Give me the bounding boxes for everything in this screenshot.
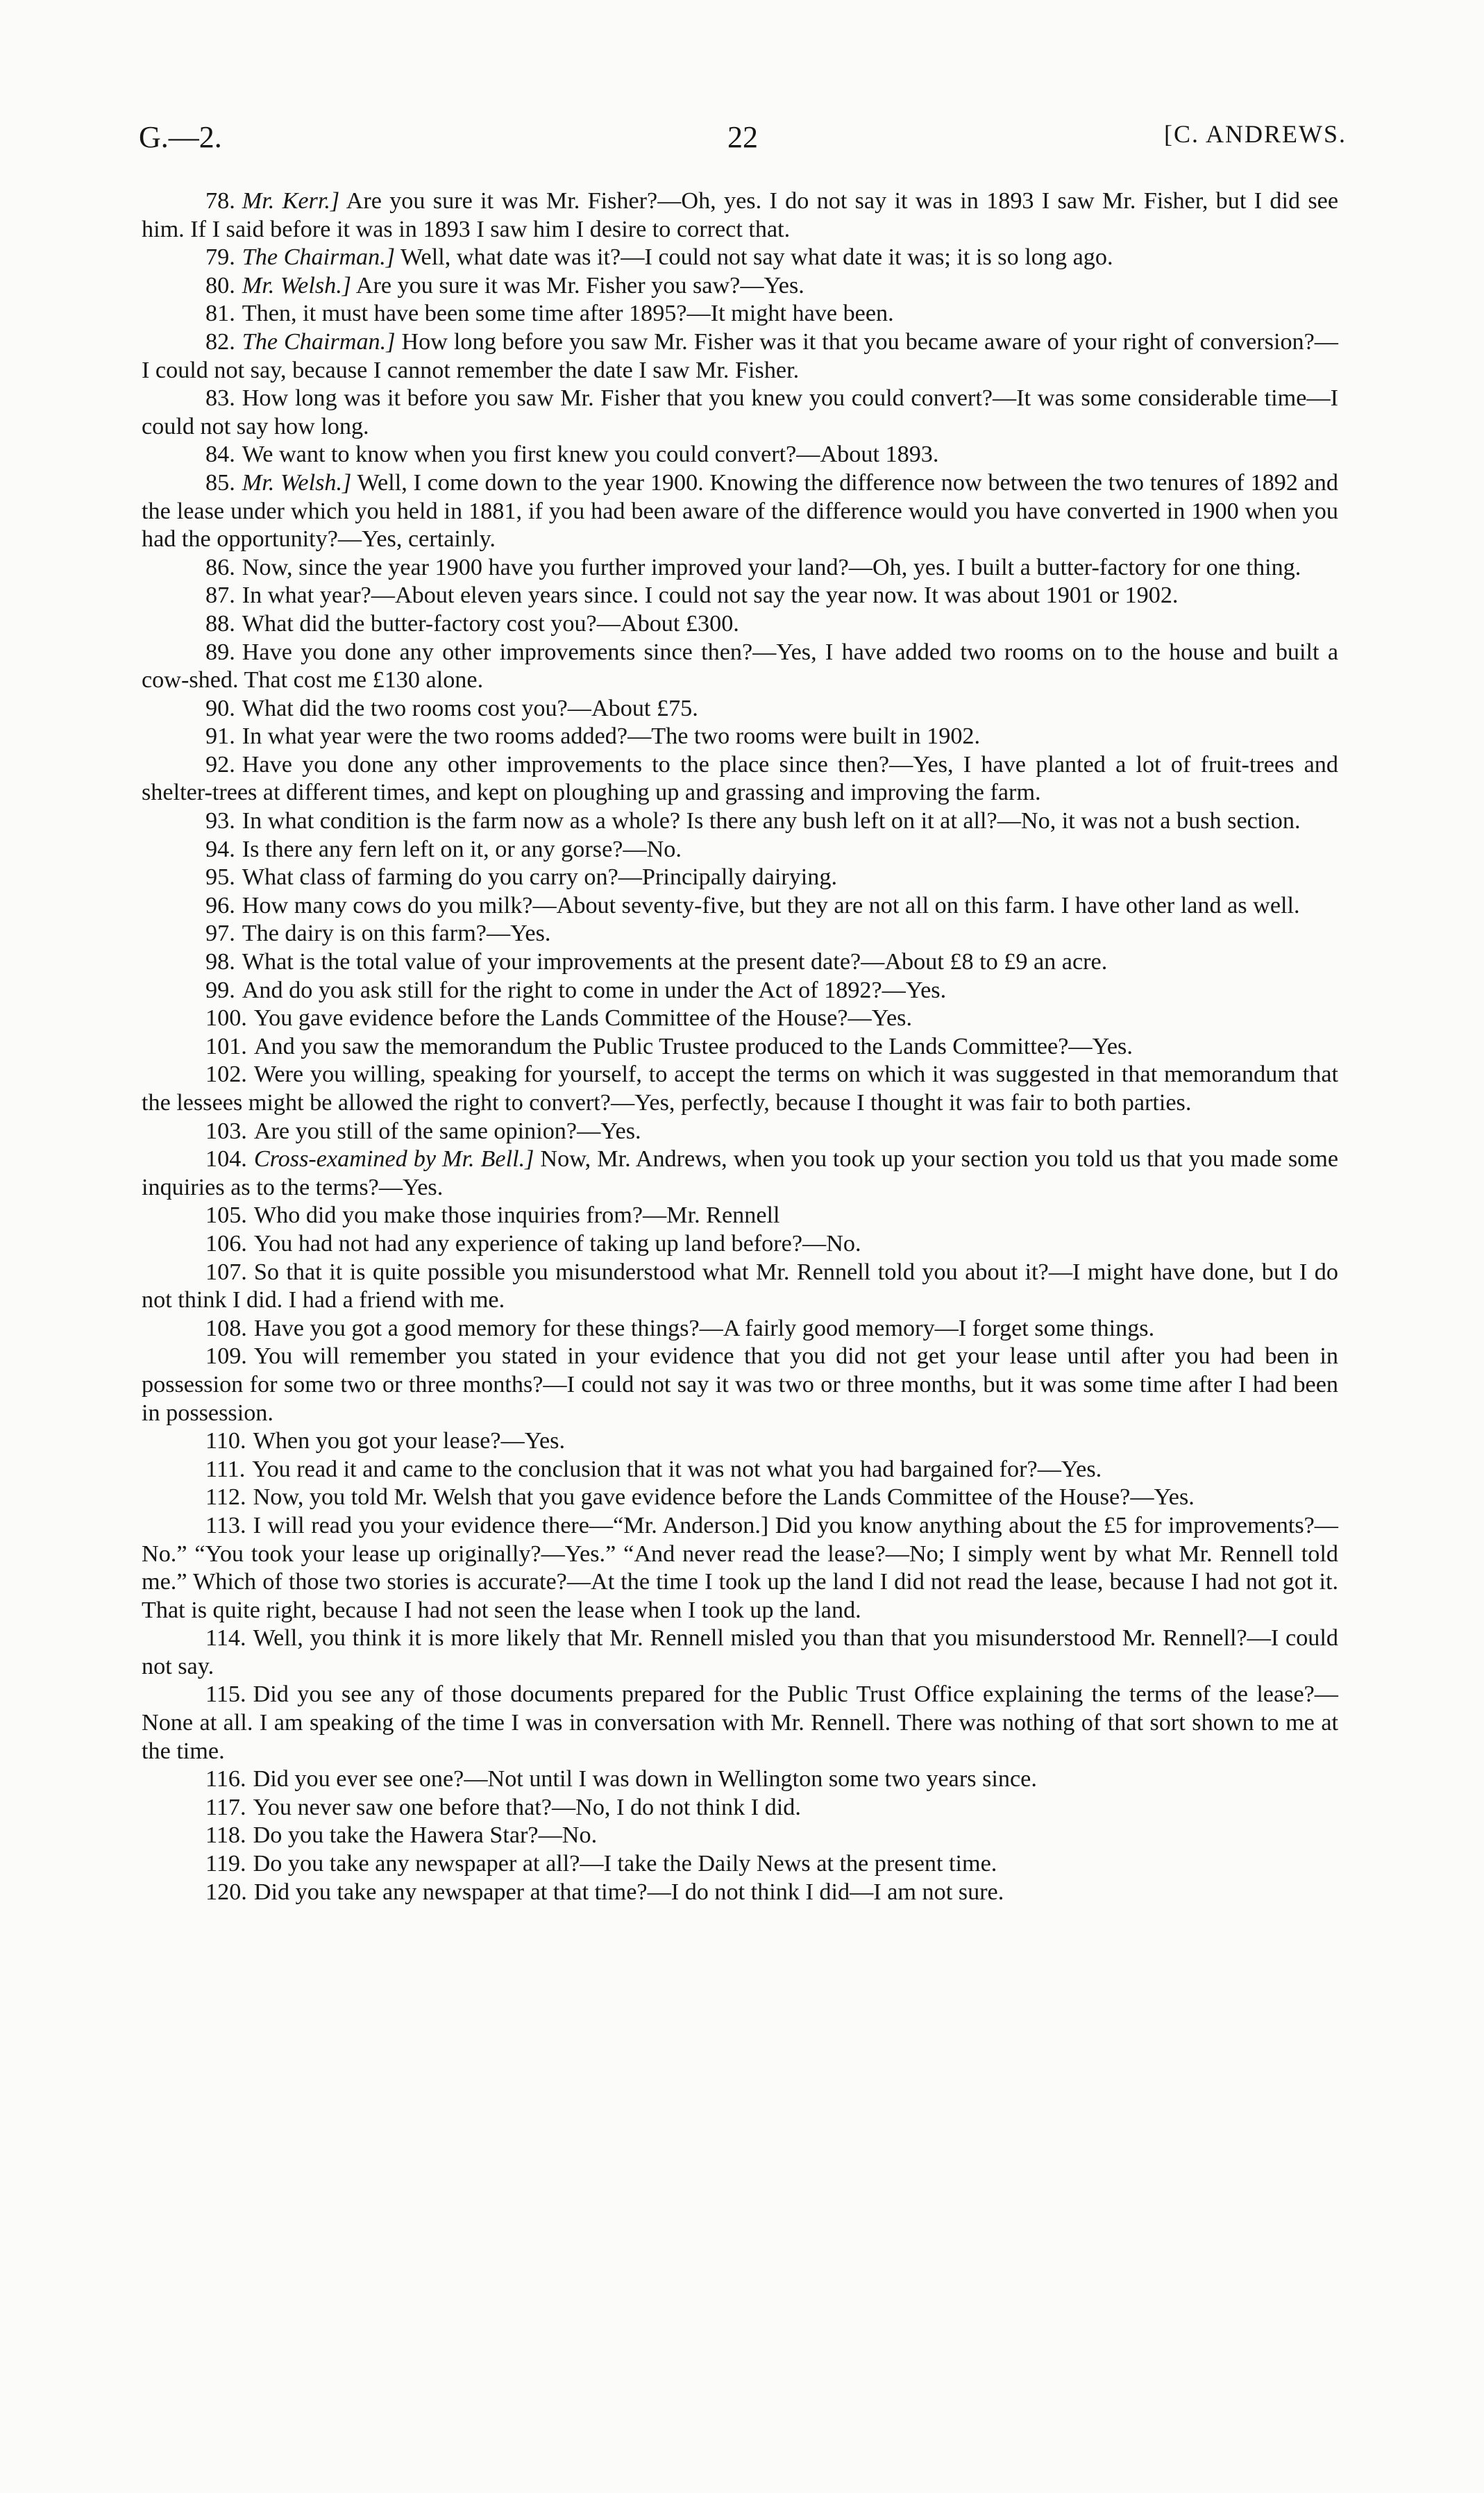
question-paragraph bbox=[142, 723, 1338, 751]
question-number: 90. bbox=[205, 695, 235, 721]
question-paragraph bbox=[142, 1625, 1338, 1681]
speaker-label: The Chairman.] bbox=[242, 328, 396, 355]
question-text: You gave evidence before the Lands Committee of the House?—Yes. bbox=[253, 1005, 913, 1032]
question-paragraph bbox=[142, 1118, 1338, 1146]
question-paragraph bbox=[142, 1230, 1338, 1259]
question-number: 119. bbox=[205, 1851, 246, 1877]
question-paragraph bbox=[142, 920, 1338, 948]
question-number: 86. bbox=[205, 554, 235, 580]
question-paragraph bbox=[142, 385, 1338, 441]
evidence-body bbox=[142, 187, 1338, 1906]
question-number: 89. bbox=[205, 639, 235, 665]
question-paragraph bbox=[142, 469, 1338, 554]
question-number: 87. bbox=[205, 582, 235, 609]
question-text: In what year were the two rooms added?—The two rooms were built in 1902. bbox=[242, 723, 981, 750]
question-number: 113. bbox=[205, 1512, 246, 1538]
question-paragraph bbox=[142, 1456, 1338, 1484]
question-paragraph bbox=[142, 639, 1338, 695]
question-text: Do you take any newspaper at all?—I take the Daily News at the present time. bbox=[253, 1851, 997, 1877]
question-text: Well, what date was it?—I could not say what date it was; it is so long ago. bbox=[400, 244, 1113, 271]
question-paragraph bbox=[142, 1343, 1338, 1427]
question-number: 118. bbox=[205, 1822, 246, 1849]
question-paragraph bbox=[142, 187, 1338, 244]
speaker-label: Mr. Welsh.] bbox=[242, 469, 352, 496]
question-text: What did the two rooms cost you?—About £75. bbox=[242, 695, 698, 721]
question-text: How long was it before you saw Mr. Fisher that you knew you could convert?—It was some considerable time—I could not say how long. bbox=[142, 385, 1338, 439]
question-number: 84. bbox=[205, 442, 235, 468]
question-text: You never saw one before that?—No, I do not think I did. bbox=[253, 1794, 801, 1820]
question-number: 85. bbox=[205, 469, 235, 496]
document-reference: G.—2. bbox=[139, 120, 222, 154]
question-number: 88. bbox=[205, 610, 235, 637]
question-number: 98. bbox=[205, 949, 235, 975]
question-number: 112. bbox=[205, 1484, 246, 1511]
question-number: 78. bbox=[205, 188, 235, 214]
speaker-label: Mr. Kerr.] bbox=[242, 188, 340, 214]
question-paragraph bbox=[142, 554, 1338, 582]
question-text: Well, you think it is more likely that Mr. Rennell misled you than that you misunderstood Mr. Rennell?—I could not say. bbox=[142, 1625, 1338, 1679]
question-text: And do you ask still for the right to come in under the Act of 1892?—Yes. bbox=[242, 977, 947, 1003]
question-paragraph bbox=[142, 300, 1338, 328]
question-text: How many cows do you milk?—About seventy-five, but they are not all on this farm. I have other land as well. bbox=[242, 892, 1300, 918]
question-paragraph bbox=[142, 695, 1338, 723]
question-number: 101. bbox=[205, 1033, 247, 1059]
question-paragraph bbox=[142, 1681, 1338, 1765]
speaker-label: Mr. Welsh.] bbox=[242, 272, 352, 299]
question-number: 81. bbox=[205, 301, 235, 327]
question-text: Have you got a good memory for these things?—A fairly good memory—I forget some things. bbox=[253, 1315, 1155, 1341]
question-paragraph bbox=[142, 1259, 1338, 1315]
question-number: 99. bbox=[205, 977, 235, 1003]
question-number: 108. bbox=[205, 1315, 247, 1341]
question-paragraph bbox=[142, 864, 1338, 892]
question-paragraph bbox=[142, 1061, 1338, 1117]
question-paragraph bbox=[142, 272, 1338, 301]
question-paragraph bbox=[142, 948, 1338, 977]
question-number: 106. bbox=[205, 1230, 247, 1257]
question-text: Do you take the Hawera Star?—No. bbox=[253, 1822, 598, 1849]
question-paragraph bbox=[142, 1033, 1338, 1061]
question-text: Are you sure it was Mr. Fisher you saw?—Yes. bbox=[355, 272, 804, 299]
question-paragraph bbox=[142, 1879, 1338, 1907]
question-number: 110. bbox=[205, 1428, 246, 1454]
question-text: What class of farming do you carry on?—Principally dairying. bbox=[242, 864, 838, 891]
question-paragraph bbox=[142, 1512, 1338, 1625]
question-text: I will read you your evidence there—“Mr. Anderson.] Did you know anything about the £5 for improvements?—No.” “You took your lease up originally?—Yes.” “And never read the lease?—No; I simply went by what Mr. Rennell told me.” Which of those two stories is accurate?—At the time I took up the land I did not read the lease, because I had not got it. That is quite right, because I had not seen the lease when I took up the land. bbox=[142, 1512, 1338, 1623]
question-text: Now, Mr. Andrews, when you took up your section you told us that you made some inquiries as to the terms?—Yes. bbox=[142, 1146, 1338, 1200]
question-paragraph bbox=[142, 582, 1338, 610]
question-number: 120. bbox=[205, 1879, 247, 1905]
question-text: Is there any fern left on it, or any gorse?—No. bbox=[242, 836, 682, 862]
question-text: You had not had any experience of taking up land before?—No. bbox=[253, 1230, 861, 1257]
question-text: Have you done any other improvements since then?—Yes, I have added two rooms on to the house and built a cow-shed. That cost me £130 alone. bbox=[142, 639, 1338, 694]
question-text: In what condition is the farm now as a whole? Is there any bush left on it at all?—No, it was not a bush section. bbox=[242, 808, 1301, 834]
question-paragraph bbox=[142, 1315, 1338, 1343]
question-text: Well, I come down to the year 1900. Knowing the difference now between the two tenures of 1892 and the lease under which you held in 1881, if you had been aware of the difference would you have converted in 1900 when you had the opportunity?—Yes, certainly. bbox=[142, 469, 1338, 553]
question-number: 102. bbox=[205, 1061, 247, 1088]
question-number: 105. bbox=[205, 1202, 247, 1229]
question-text: You read it and came to the conclusion that it was not what you had bargained for?—Yes. bbox=[252, 1456, 1102, 1482]
question-paragraph bbox=[142, 1850, 1338, 1879]
question-paragraph bbox=[142, 610, 1338, 639]
question-paragraph bbox=[142, 836, 1338, 864]
question-text: Are you sure it was Mr. Fisher?—Oh, yes. I do not say it was in 1893 I saw Mr. Fisher, but I did see him. If I said before it was in 1893 I saw him I desire to correct that. bbox=[142, 188, 1338, 242]
question-paragraph bbox=[142, 977, 1338, 1005]
question-number: 103. bbox=[205, 1118, 247, 1144]
question-paragraph bbox=[142, 1484, 1338, 1512]
speaker-label: Cross-examined by Mr. Bell.] bbox=[253, 1146, 534, 1173]
speaker-label: The Chairman.] bbox=[242, 244, 396, 271]
question-paragraph bbox=[142, 1202, 1338, 1230]
question-text: Then, it must have been some time after 1895?—It might have been. bbox=[242, 301, 894, 327]
question-number: 97. bbox=[205, 921, 235, 947]
question-text: When you got your lease?—Yes. bbox=[253, 1428, 565, 1454]
question-number: 94. bbox=[205, 836, 235, 862]
question-number: 107. bbox=[205, 1259, 247, 1285]
question-text: Who did you make those inquiries from?—Mr. Rennell bbox=[253, 1202, 780, 1229]
question-paragraph bbox=[142, 751, 1338, 807]
question-text: What did the butter-factory cost you?—About £300. bbox=[242, 610, 739, 637]
question-number: 91. bbox=[205, 723, 235, 750]
question-text: So that it is quite possible you misunderstood what Mr. Rennell told you about it?—I might have done, but I do not think I did. I had a friend with me. bbox=[142, 1259, 1338, 1313]
question-number: 80. bbox=[205, 272, 235, 299]
question-number: 83. bbox=[205, 385, 235, 412]
question-number: 114. bbox=[205, 1625, 246, 1652]
question-number: 93. bbox=[205, 808, 235, 834]
question-text: We want to know when you first knew you could convert?—About 1893. bbox=[242, 442, 939, 468]
question-paragraph bbox=[142, 244, 1338, 272]
question-text: Did you take any newspaper at that time?—I do not think I did—I am not sure. bbox=[253, 1879, 1004, 1905]
question-number: 95. bbox=[205, 864, 235, 891]
question-number: 100. bbox=[205, 1005, 247, 1032]
question-text: Have you done any other improvements to the place since then?—Yes, I have planted a lot of fruit-trees and shelter-trees at different times, and kept on ploughing up and grassing and improving the farm. bbox=[142, 751, 1338, 806]
question-text: Are you still of the same opinion?—Yes. bbox=[253, 1118, 641, 1144]
question-paragraph bbox=[142, 807, 1338, 836]
witness-name: [C. ANDREWS. bbox=[1163, 120, 1347, 148]
question-paragraph bbox=[142, 1145, 1338, 1202]
question-number: 116. bbox=[205, 1766, 246, 1793]
question-number: 92. bbox=[205, 751, 235, 778]
question-text: You will remember you stated in your evidence that you did not get your lease until after you had been in possession for some two or three months?—I could not say it was two or three months, but it was some time after I had been in possession. bbox=[142, 1343, 1338, 1426]
page-number: 22 bbox=[727, 120, 758, 154]
question-text: Did you see any of those documents prepared for the Public Trust Office explaining the terms of the lease?—None at all. I am speaking of the time I was in conversation with Mr. Rennell. There was nothing of that sort shown to me at the time. bbox=[142, 1681, 1338, 1764]
question-text: Now, since the year 1900 have you further improved your land?—Oh, yes. I built a butter-factory for one thing. bbox=[242, 554, 1301, 580]
question-paragraph bbox=[142, 1794, 1338, 1822]
question-paragraph bbox=[142, 1427, 1338, 1456]
question-paragraph bbox=[142, 328, 1338, 385]
question-text: Now, you told Mr. Welsh that you gave evidence before the Lands Committee of the House?—Yes. bbox=[253, 1484, 1195, 1511]
question-text: What is the total value of your improvements at the present date?—About £8 to £9 an acre. bbox=[242, 949, 1108, 975]
question-text: And you saw the memorandum the Public Trustee produced to the Lands Committee?—Yes. bbox=[253, 1033, 1133, 1059]
question-text: Were you willing, speaking for yourself, to accept the terms on which it was suggested in that memorandum that the lessees might be allowed the right to convert?—Yes, perfectly, because I thought it was fair to both parties. bbox=[142, 1061, 1338, 1116]
question-number: 111. bbox=[205, 1456, 246, 1482]
question-number: 96. bbox=[205, 892, 235, 918]
question-text: Did you ever see one?—Not until I was down in Wellington some two years since. bbox=[253, 1766, 1037, 1793]
page-header bbox=[139, 119, 1347, 161]
question-paragraph bbox=[142, 892, 1338, 921]
question-text: The dairy is on this farm?—Yes. bbox=[242, 921, 551, 947]
question-text: How long before you saw Mr. Fisher was it that you became aware of your right of conversion?—I could not say, because I cannot remember the date I saw Mr. Fisher. bbox=[142, 328, 1338, 383]
question-number: 117. bbox=[205, 1794, 246, 1820]
question-paragraph bbox=[142, 1005, 1338, 1033]
question-text: In what year?—About eleven years since. I could not say the year now. It was about 1901 or 1902. bbox=[242, 582, 1179, 609]
question-number: 79. bbox=[205, 244, 235, 271]
question-paragraph bbox=[142, 1765, 1338, 1794]
question-number: 104. bbox=[205, 1146, 247, 1173]
question-number: 82. bbox=[205, 328, 235, 355]
question-paragraph bbox=[142, 1822, 1338, 1850]
question-number: 115. bbox=[205, 1681, 246, 1708]
question-paragraph bbox=[142, 441, 1338, 469]
question-number: 109. bbox=[205, 1343, 247, 1370]
